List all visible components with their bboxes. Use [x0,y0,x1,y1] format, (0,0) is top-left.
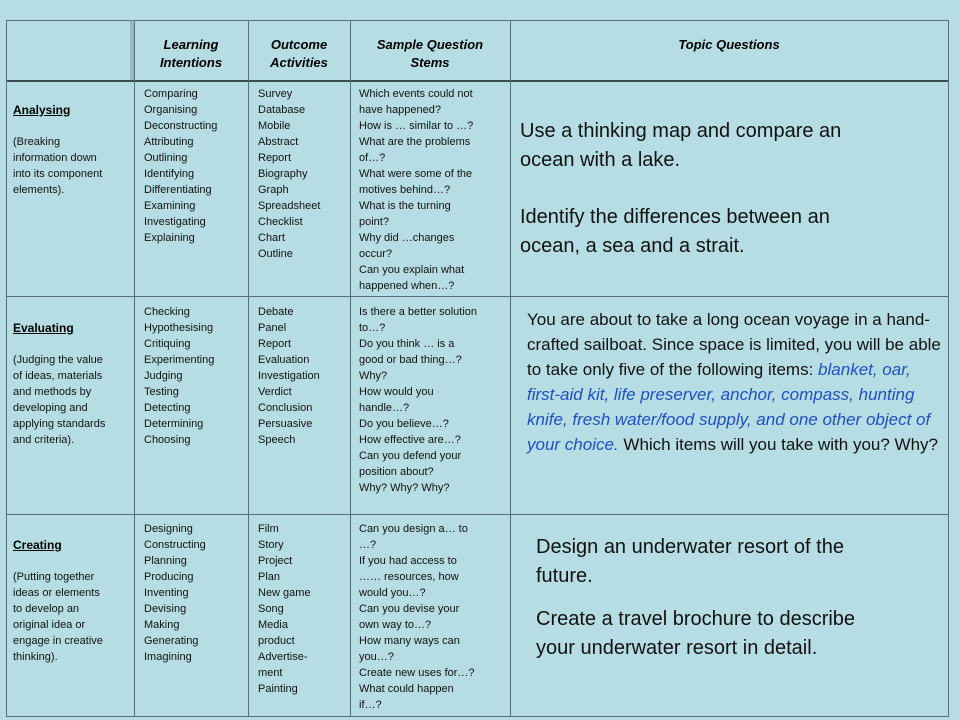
activities-analysing: Survey Database Mobile Abstract Report Biography Graph Spreadsheet Checklist Chart Outline [258,88,321,260]
col-border-3 [350,20,351,717]
table-top-border [6,20,949,21]
topic-analysing-1: Use a thinking map and compare an ocean with a lake. [520,120,842,171]
col-border-1 [134,20,135,717]
topic-creating-1: Design an underwater resort of the future. [536,536,844,587]
col-border-4 [510,20,511,717]
header-sample-question-stems: Sample Question Stems [376,37,484,70]
level-cell-creating [13,521,133,681]
level-title: Evaluating [13,321,74,335]
topic-evaluating-intro: You are about to take a long ocean voyage in a hand-crafted sailboat. Since space is limited, you will be able to take only five of the following items: [527,310,941,379]
topic-creating-2: Create a travel brochure to describe your underwater resort in detail. [536,608,856,659]
header-learning-intentions: Learning Intentions [159,37,223,70]
level-description: (Putting together ideas or elements to develop an original idea or engage in creative thinking). [13,571,103,663]
table-bottom-border [6,716,949,717]
stems-analysing: Which events could not have happened? How is … similar to …? What are the problems of…? What were some of the motives behind…? What is the turning point? Why did …changes occur? Can you explain what happened when…? [359,88,474,292]
col-border-2 [248,20,249,717]
topic-evaluating-items: blanket, oar, first-aid kit, life preserver, anchor, compass, hunting knife, fresh water/food supply, and one other object of your choice. [527,360,931,454]
header-topic-questions: Topic Questions [678,37,780,52]
header-bottom-border [6,80,949,82]
level-cell-evaluating [13,304,133,464]
stems-evaluating: Is there a better solution to…? Do you think … is a good or bad thing…? Why? How would you handle…? Do you believe…? How effective are…? Can you defend your position about? Why? Why? Why? [359,306,478,494]
col-border-0 [6,20,7,717]
topic-evaluating-question: Which items will you take with you? Why? [618,435,939,454]
topic-evaluating [527,307,945,457]
level-title: Creating [13,538,62,552]
activities-creating: Film Story Project Plan New game Song Media product Advertise- ment Painting [258,523,311,695]
intentions-creating: Designing Constructing Planning Producing Inventing Devising Making Generating Imagining [144,523,206,663]
level-description: (Judging the value of ideas, materials and methods by developing and applying standards and criteria). [13,354,106,446]
level-cell-analysing [13,86,133,214]
intentions-analysing: Comparing Organising Deconstructing Attributing Outlining Identifying Differentiating Examining Investigating Explaining [144,88,218,244]
intentions-evaluating: Checking Hypothesising Critiquing Experimenting Judging Testing Detecting Determining Choosing [144,306,215,446]
activities-evaluating: Debate Panel Report Evaluation Investigation Verdict Conclusion Persuasive Speech [258,306,320,446]
level-title: Analysing [13,103,71,117]
stems-creating: Can you design a… to …? If you had access to …… resources, how would you…? Can you devise your own way to…? How many ways can you…? Create new uses for…? What could happen if…? [359,523,475,711]
level-description: (Breaking information down into its component elements). [13,136,103,196]
header-outcome-activities: Outcome Activities [270,37,328,70]
row-divider-1 [6,296,949,297]
row-divider-2 [6,514,949,515]
col-border-5 [948,20,949,717]
topic-analysing-2: Identify the differences between an ocean, a sea and a strait. [520,206,830,257]
